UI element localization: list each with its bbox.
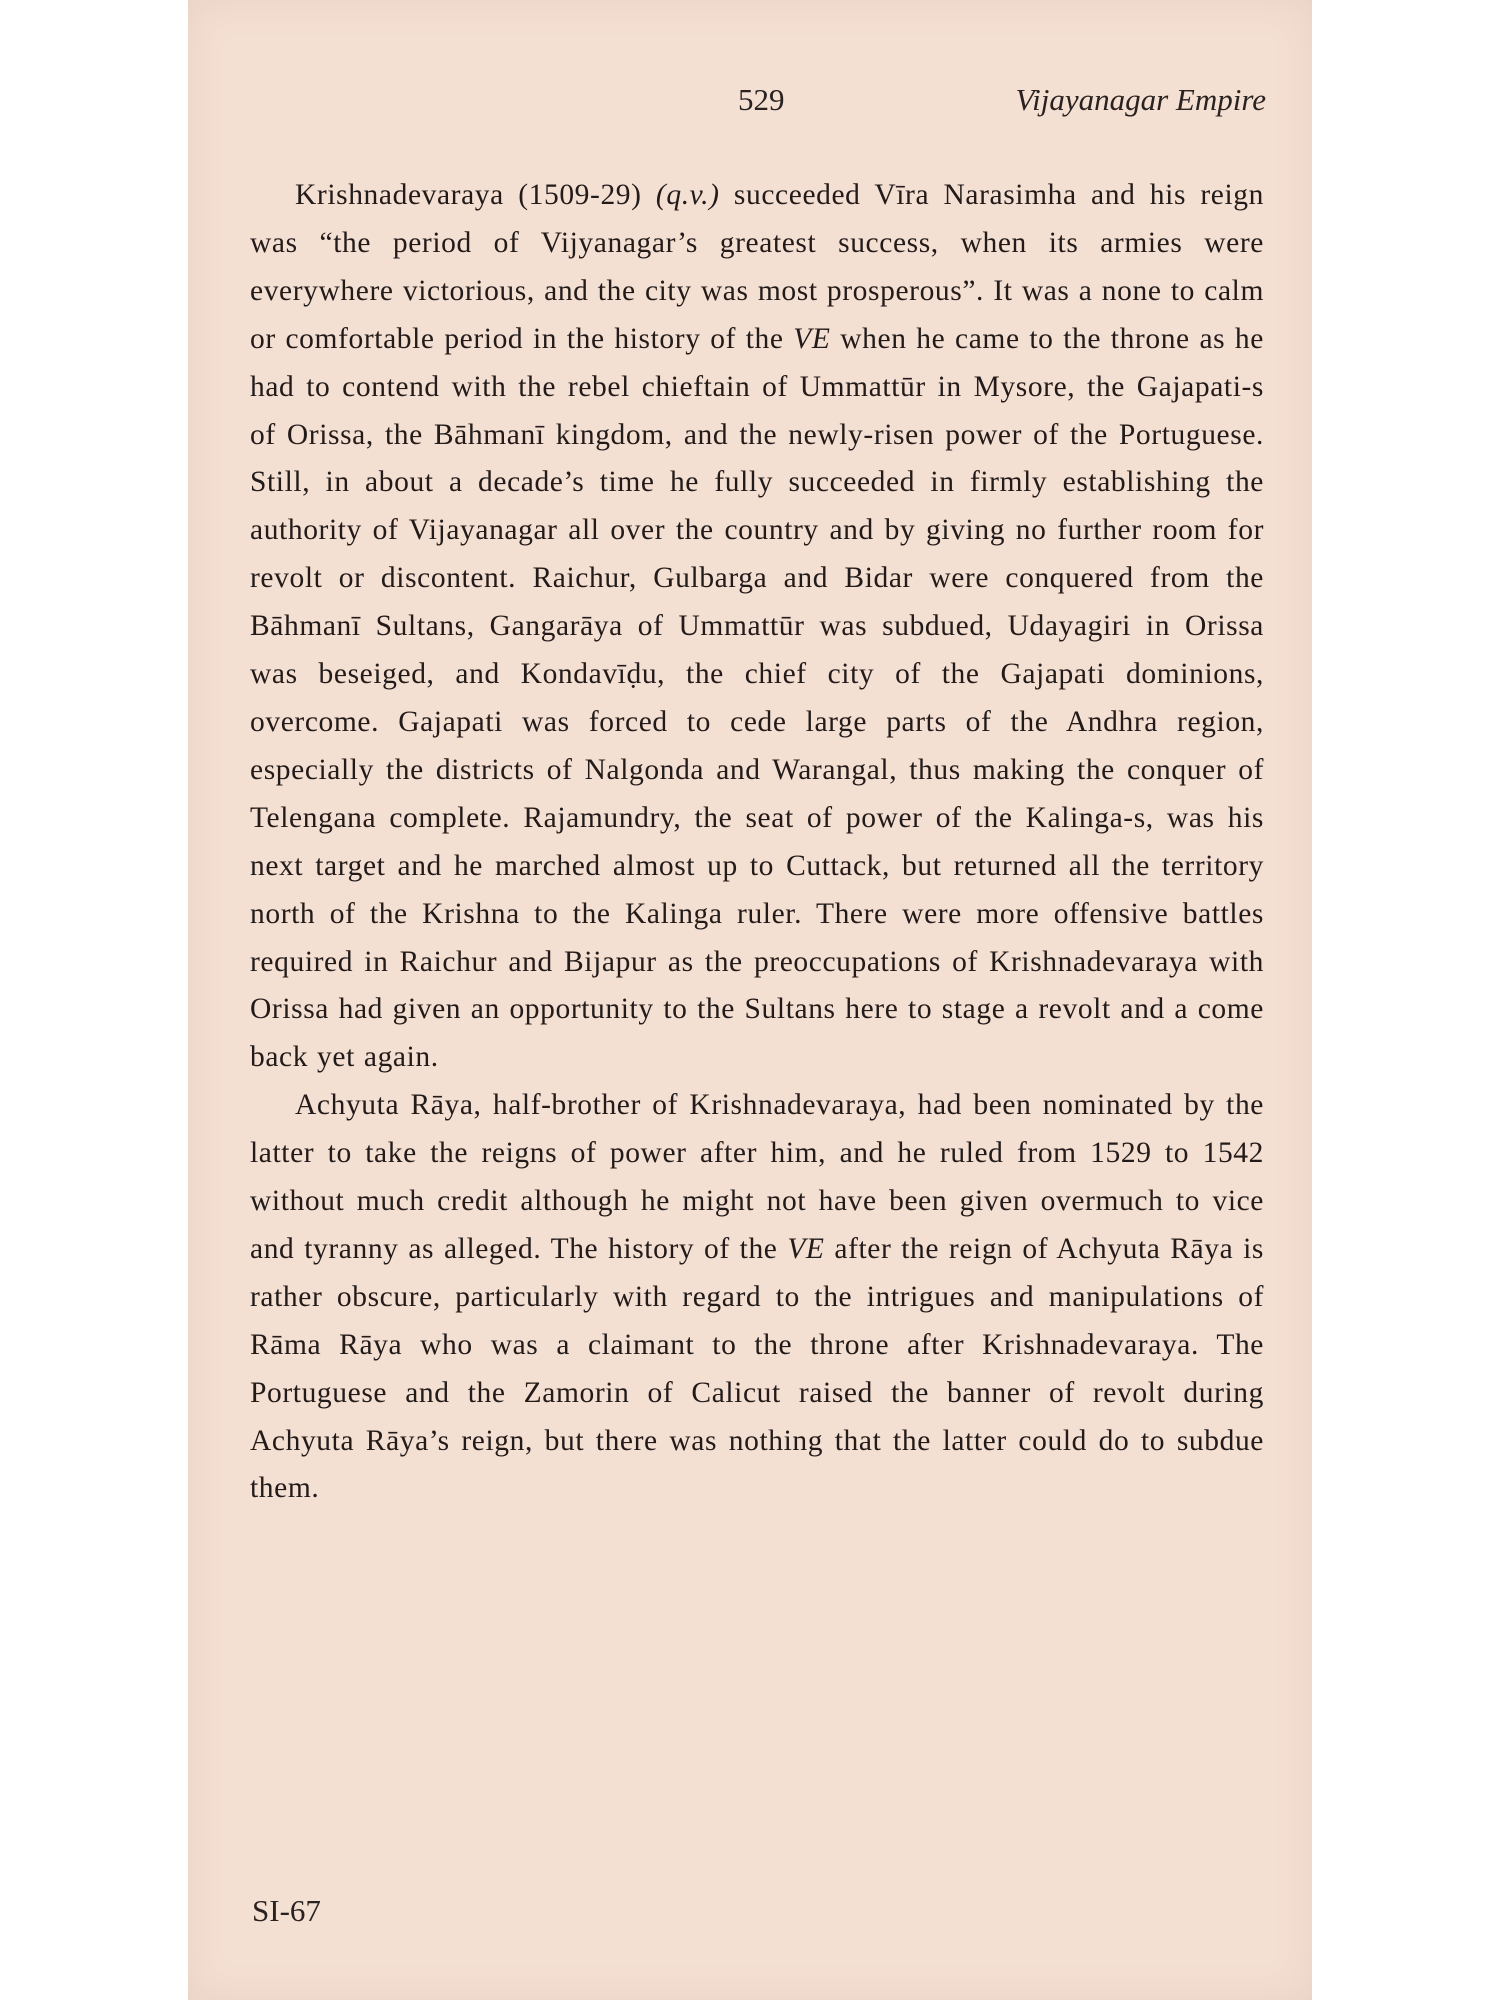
paragraph-krishnadevaraya <box>250 172 1264 1082</box>
paragraph-text: Krishnadevaraya (1509-29) <box>295 179 656 211</box>
paragraph-text: when he came to the throne as he had to contend with the rebel chieftain of Ummattūr in Mysore, the Gajapati-s of Orissa, the Bāhmanī kingdom, and the newly-risen power of the Portuguese. Still, in about a decade’s time he fully succeeded in firmly establishing the authority of Vijayanagar all over the country and by giving no further room for revolt or discontent. Raichur, Gulbarga and Bidar were conquered from the Bāhmanī Sultans, Gangarāya of Ummattūr was subdued, Udayagiri in Orissa was beseiged, and Kondavīḍu, the chief city of the Gajapati dominions, overcome. Gajapati was forced to cede large parts of the Andhra region, especially the districts of Nalgonda and Warangal, thus making the conquer of Telengana complete. Rajamundry, the seat of power of the Kalinga-s, was his next target and he marched almost up to Cuttack, but returned all the territory north of the Krishna to the Kalinga ruler. There were more offensive battles required in Raichur and Bijapur as the preoccupations of Krishnadevaraya with Orissa had given an opportunity to the Sultans here to stage a revolt and a come back yet again. <box>250 322 1264 1074</box>
paragraph-text: after the reign of Achyuta Rāya is rather obscure, particularly with regard to the intrigues and manipulations of Rāma Rāya who was a claimant to the throne after Krishnadevaraya. The Portuguese and the Zamorin of Calicut raised the banner of revolt during Achyuta Rāya’s reign, but there was nothing that the latter could do to subdue them. <box>250 1232 1264 1505</box>
book-page <box>188 0 1312 2000</box>
page-header <box>188 82 1312 122</box>
paragraph-text: succeeded Vīra Narasimha and his reign was “the period of Vijyanagar’s greatest success, when its armies were everywhere victorious, and the city was most prosperous”. It was a none to calm or comfortable period in the history of the <box>250 179 1264 355</box>
page-number: 529 <box>738 82 785 117</box>
running-title: Vijayanagar Empire <box>1015 82 1266 117</box>
paragraph-text: Achyuta Rāya, half-brother of Krishnadevaraya, had been nominated by the latter to take the reigns of power after him, and he ruled from 1529 to 1542 without much credit although he might not have been given overmuch to vice and tyranny as alleged. The history of the <box>250 1089 1264 1265</box>
signature-mark: SI-67 <box>252 1893 321 1928</box>
italic-qv: (q.v.) <box>655 179 720 211</box>
italic-ve: VE <box>793 322 831 355</box>
italic-ve: VE <box>787 1232 825 1265</box>
body-text <box>250 172 1264 1513</box>
paragraph-achyuta-raya <box>250 1082 1264 1513</box>
